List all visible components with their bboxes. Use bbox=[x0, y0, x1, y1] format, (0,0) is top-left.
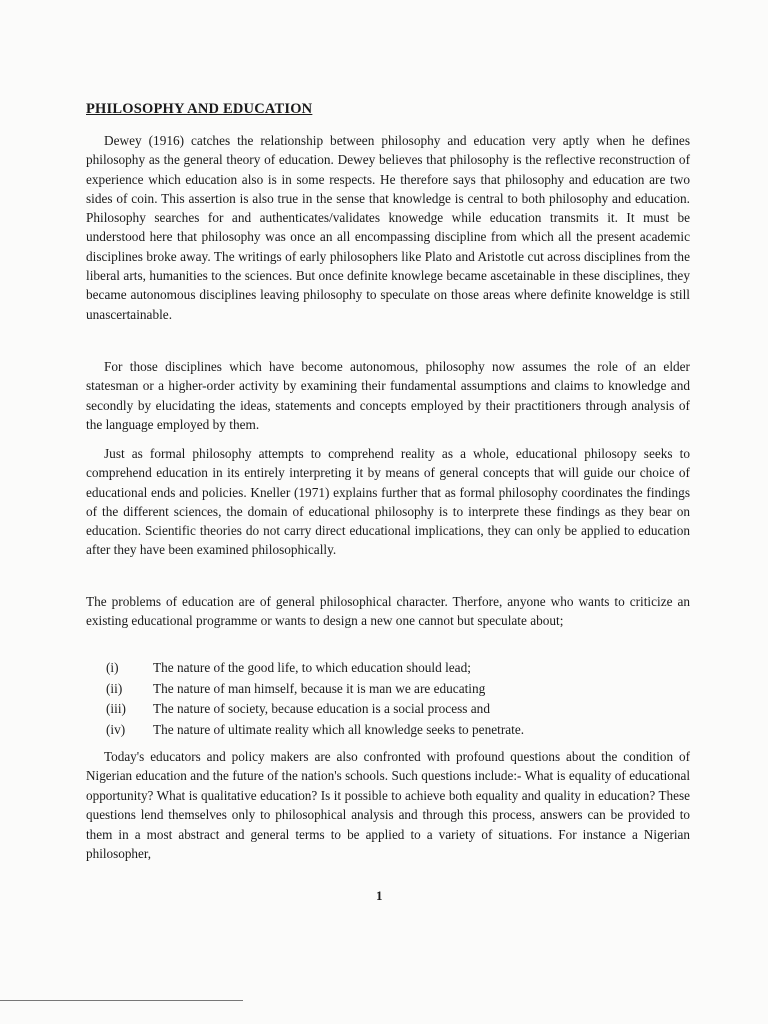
list-item-number: (iv) bbox=[106, 721, 126, 737]
paragraph-problems-of-education: The problems of education are of general philosophical character. Therfore, anyone who wants to criticize an existing educational programme or wants to design a new one cannot but speculate about; bbox=[86, 594, 690, 629]
list-item bbox=[106, 720, 666, 741]
paragraph-autonomous-disciplines: For those disciplines which have become autonomous, philosophy now assumes the role of an elder statesman or a higher-order activity by examining their fundamental assumptions and claims to knowledge and secondly by elucidating the ideas, statements and concepts employed by their practitioners through analysis of the language employed by them. bbox=[86, 359, 690, 432]
paragraph-todays-educators: Today's educators and policy makers are also confronted with profound questions about the condition of Nigerian education and the future of the nation's schools. Such questions include:- What is equality of educational opportunity? What is qualitative education? Is it possible to achieve both equality and quality in education? These questions lend themselves only to philosophical analysis and through this process, answers can be provided to them in a most abstract and general terms to be applied to a variety of situations. For instance a Nigerian philosopher, bbox=[86, 749, 690, 862]
list-item bbox=[106, 699, 666, 720]
list-item-text: The nature of society, because education is a social process and bbox=[153, 701, 490, 716]
list-item-text: The nature of man himself, because it is man we are educating bbox=[153, 680, 486, 696]
list-item-number: (ii) bbox=[106, 680, 123, 696]
page-heading: PHILOSOPHY AND EDUCATION bbox=[86, 101, 313, 117]
footer-divider bbox=[0, 1000, 243, 1001]
list-item-number: (i) bbox=[106, 660, 119, 675]
list-item-number: (iii) bbox=[106, 701, 126, 716]
list-item bbox=[106, 679, 666, 700]
list-item-text: The nature of ultimate reality which all knowledge seeks to penetrate. bbox=[153, 721, 525, 737]
paragraph-dewey: Dewey (1916) catches the relationship between philosophy and education very aptly when he defines philosophy as the general theory of education. Dewey believes that philosophy is the reflective reconstruction of experience which education also is in some respects. He therefore says that philosophy and education are two sides of coin. This assertion is also true in the sense that knowledge is central to both philosophy and education. Philosophy searches for and authenticates/validates knowedge while education transmits it. It must be understood here that philosophy was once an all encompassing discipline from which all the present academic disciplines broke away. The writings of early philosophers like Plato and Aristotle cut across disciplines from the liberal arts, humanities to the sciences. But once definite knowlege became ascetainable in these disciplines, they became autonomous disciplines leaving philosophy to speculate on those areas where definite knoweldge is still unascertainable. bbox=[86, 133, 690, 322]
list-item-text: The nature of the good life, to which education should lead; bbox=[153, 660, 471, 675]
page-number: 1 bbox=[376, 888, 383, 903]
list-item bbox=[106, 658, 666, 679]
problems-list bbox=[106, 658, 666, 740]
paragraph-educational-philosophy: Just as formal philosophy attempts to comprehend reality as a whole, educational philosopy seeks to comprehend education in its entirely interpreting it by means of general concepts that will guide our choice of educational ends and policies. Kneller (1971) explains further that as formal philosophy coordinates the findings of the different sciences, the domain of educational philosophy is to interprete these findings as they bear on education. Scientific theories do not carry direct educational implications, they can only be applied to education after they have been examined philosophically. bbox=[86, 446, 690, 558]
